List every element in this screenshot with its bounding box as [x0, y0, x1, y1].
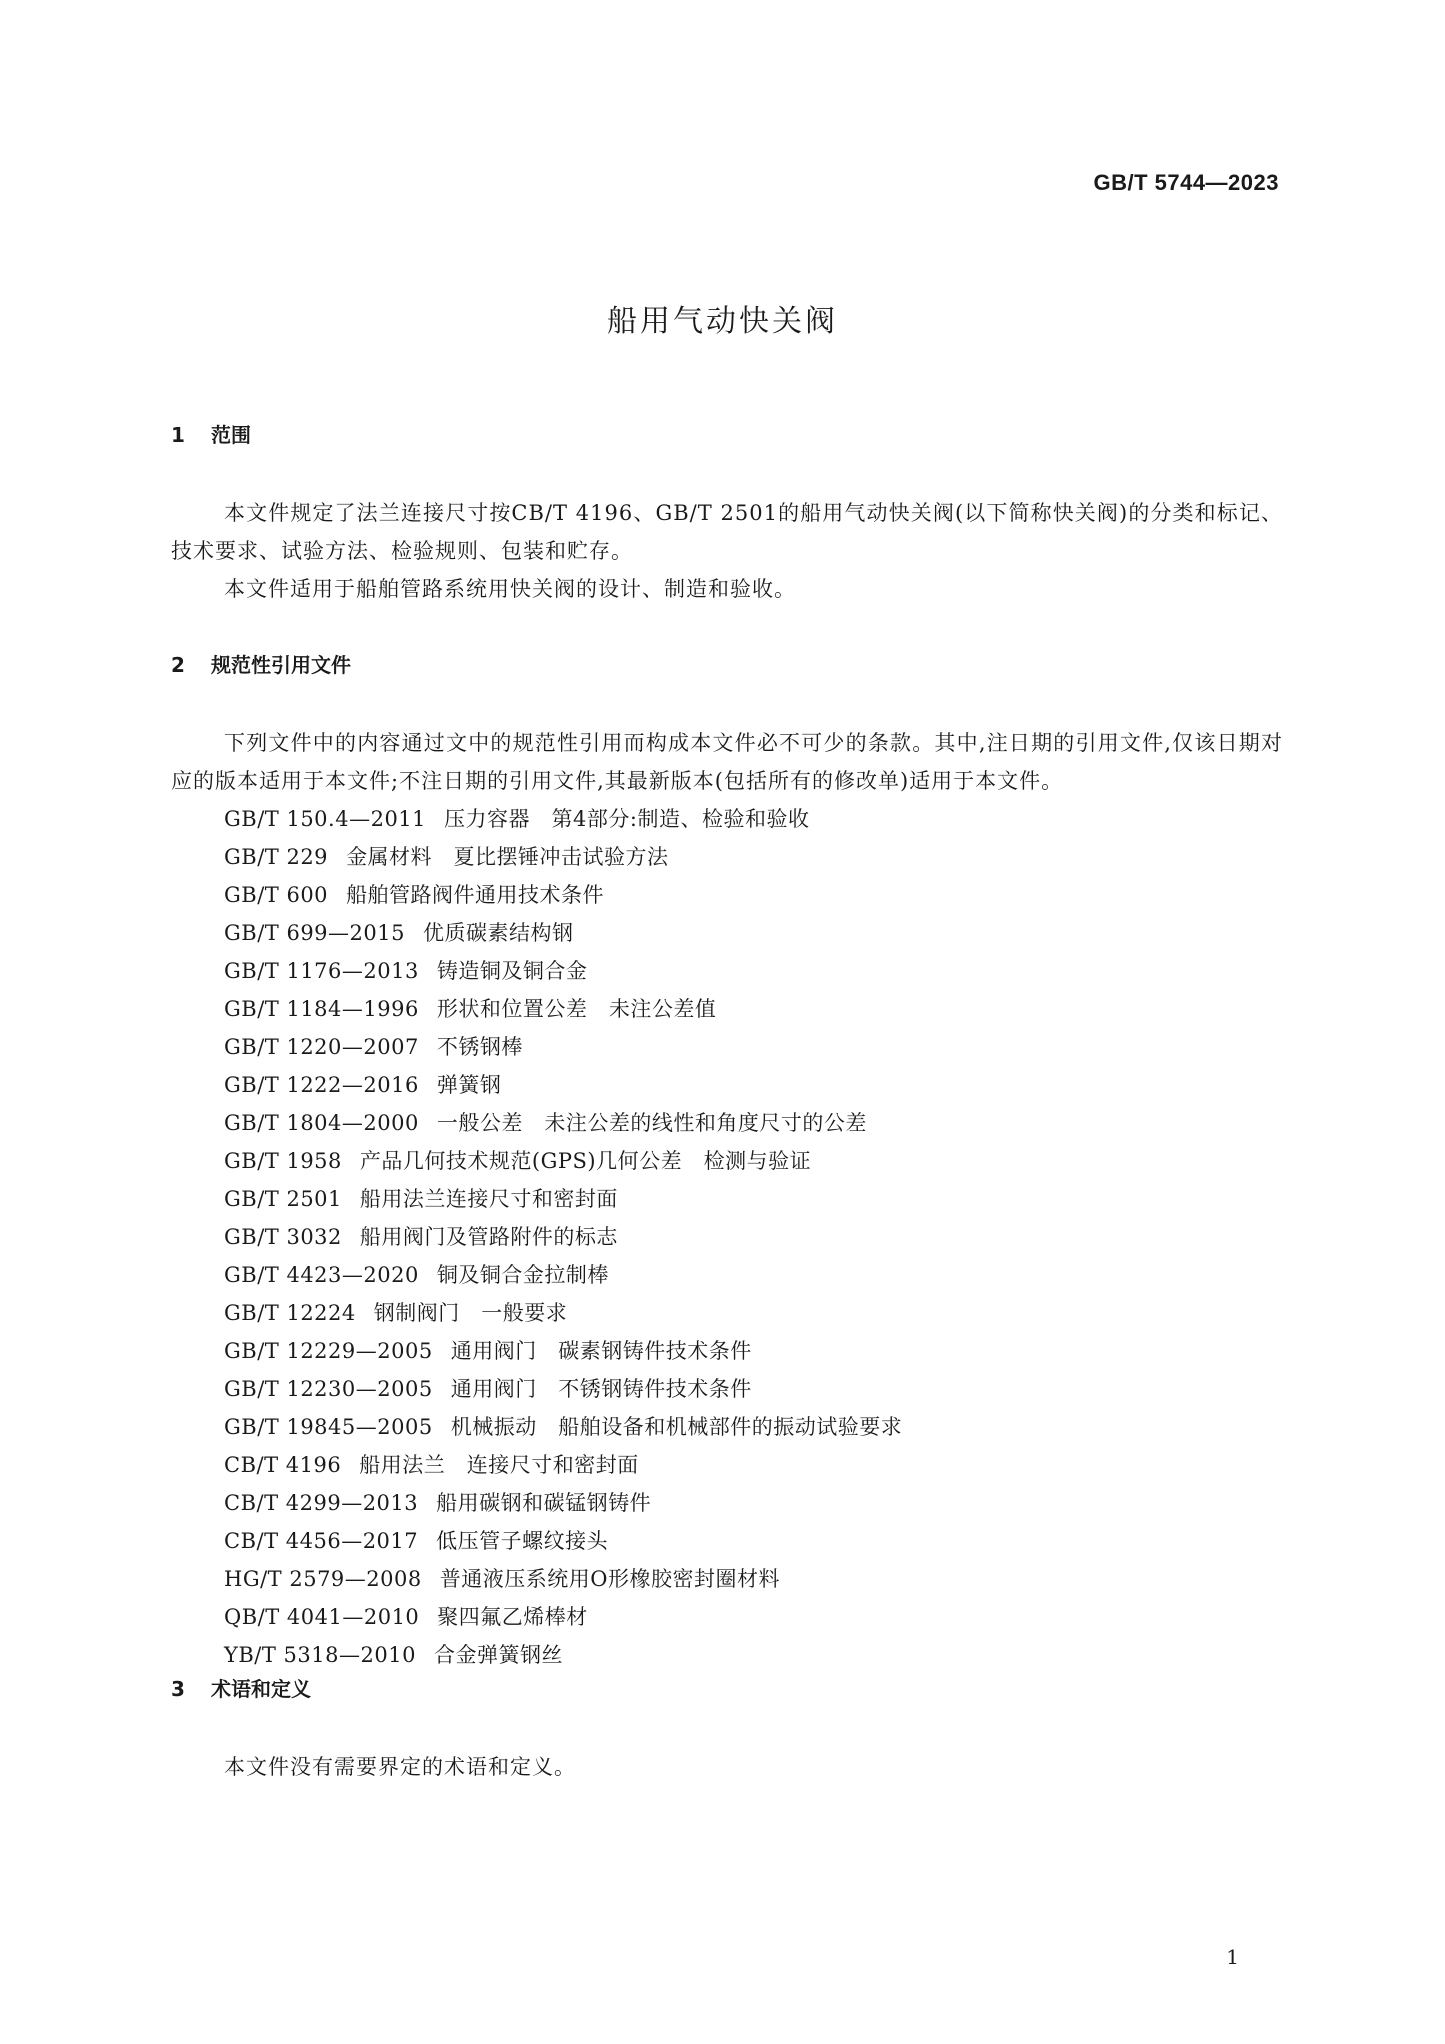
reference-item	[171, 1142, 1283, 1180]
reference-item	[171, 1370, 1283, 1408]
section-3-heading	[171, 1674, 1283, 1704]
reference-item	[171, 1636, 1283, 1674]
reference-code: GB/T 150.4—2011	[224, 807, 427, 831]
terms-paragraph: 本文件没有需要界定的术语和定义。	[224, 1755, 576, 1779]
reference-code: QB/T 4041—2010	[224, 1605, 420, 1629]
reference-title: 铜及铜合金拉制棒	[436, 1263, 609, 1287]
reference-item	[171, 1408, 1283, 1446]
reference-item	[171, 1066, 1283, 1104]
reference-title: 压力容器 第4部分:制造、检验和验收	[444, 807, 810, 831]
scope-paragraph: 本文件规定了法兰连接尺寸按CB/T 4196、GB/T 2501的船用气动快关阀(以下简称快关阀)的分类和标记、技术要求、试验方法、检验规则、包装和贮存。	[171, 501, 1283, 563]
reference-item	[171, 1484, 1283, 1522]
section-title: 术语和定义	[211, 1677, 311, 1701]
section-title: 规范性引用文件	[211, 653, 351, 677]
reference-title: 金属材料 夏比摆锤冲击试验方法	[346, 845, 669, 869]
reference-title: 低压管子螺纹接头	[436, 1529, 609, 1553]
reference-code: GB/T 2501	[224, 1187, 342, 1211]
reference-code: GB/T 229	[224, 845, 329, 869]
reference-item	[171, 990, 1283, 1028]
section-2-heading	[171, 650, 1283, 680]
document-code: GB/T 5744—2023	[1093, 170, 1279, 195]
reference-item	[171, 1256, 1283, 1294]
reference-item	[171, 952, 1283, 990]
reference-title: 机械振动 船舶设备和机械部件的振动试验要求	[450, 1415, 903, 1439]
reference-title: 形状和位置公差 未注公差值	[436, 997, 717, 1021]
reference-item	[171, 1028, 1283, 1066]
reference-code: GB/T 699—2015	[224, 921, 405, 945]
section-1-heading	[171, 420, 1283, 450]
reference-code: GB/T 1958	[224, 1149, 342, 1173]
reference-title: 船用阀门及管路附件的标志	[359, 1225, 618, 1249]
reference-title: 弹簧钢	[436, 1073, 502, 1097]
reference-title: 普通液压系统用O形橡胶密封圈材料	[439, 1567, 780, 1591]
reference-code: CB/T 4299—2013	[224, 1491, 419, 1515]
references-intro: 下列文件中的内容通过文中的规范性引用而构成本文件必不可少的条款。其中,注日期的引用文件,仅该日期对应的版本适用于本文件;不注日期的引用文件,其最新版本(包括所有的修改单)适用于本文件。	[171, 731, 1283, 793]
reference-item	[171, 1180, 1283, 1218]
reference-title: 产品几何技术规范(GPS)几何公差 检测与验证	[359, 1149, 812, 1173]
reference-item	[171, 1218, 1283, 1256]
reference-item	[171, 1332, 1283, 1370]
reference-title: 一般公差 未注公差的线性和角度尺寸的公差	[436, 1111, 867, 1135]
reference-list	[171, 800, 1283, 1674]
reference-code: YB/T 5318—2010	[224, 1643, 416, 1667]
reference-title: 优质碳素结构钢	[423, 921, 574, 945]
reference-item	[171, 876, 1283, 914]
reference-code: CB/T 4196	[224, 1453, 342, 1477]
reference-code: GB/T 3032	[224, 1225, 342, 1249]
reference-code: GB/T 4423—2020	[224, 1263, 419, 1287]
section-number: 3	[171, 1677, 185, 1701]
reference-item	[171, 1560, 1283, 1598]
reference-title: 船用法兰连接尺寸和密封面	[359, 1187, 618, 1211]
reference-code: GB/T 1804—2000	[224, 1111, 419, 1135]
section-title: 范围	[211, 423, 251, 447]
reference-title: 铸造铜及铜合金	[436, 959, 588, 983]
reference-title: 通用阀门 碳素钢铸件技术条件	[450, 1339, 752, 1363]
reference-code: GB/T 1220—2007	[224, 1035, 419, 1059]
reference-code: GB/T 1176—2013	[224, 959, 419, 983]
reference-title: 船舶管路阀件通用技术条件	[346, 883, 605, 907]
reference-title: 聚四氟乙烯棒材	[437, 1605, 588, 1629]
reference-code: GB/T 1184—1996	[224, 997, 419, 1021]
document-body	[171, 420, 1283, 1786]
reference-code: CB/T 4456—2017	[224, 1529, 419, 1553]
section-number: 2	[171, 653, 185, 677]
reference-title: 合金弹簧钢丝	[433, 1643, 563, 1667]
reference-item	[171, 1294, 1283, 1332]
reference-code: GB/T 600	[224, 883, 329, 907]
reference-item	[171, 800, 1283, 838]
document-title: 船用气动快关阀	[607, 304, 838, 339]
reference-item	[171, 914, 1283, 952]
reference-code: GB/T 1222—2016	[224, 1073, 419, 1097]
reference-code: GB/T 12229—2005	[224, 1339, 433, 1363]
reference-code: GB/T 19845—2005	[224, 1415, 433, 1439]
reference-title: 钢制阀门 一般要求	[373, 1301, 568, 1325]
reference-title: 船用法兰 连接尺寸和密封面	[359, 1453, 639, 1477]
section-number: 1	[171, 423, 185, 447]
reference-item	[171, 1446, 1283, 1484]
reference-item	[171, 1522, 1283, 1560]
page-number: 1	[1226, 1945, 1239, 1969]
reference-code: GB/T 12230—2005	[224, 1377, 433, 1401]
reference-item	[171, 838, 1283, 876]
reference-code: GB/T 12224	[224, 1301, 356, 1325]
reference-code: HG/T 2579—2008	[224, 1567, 422, 1591]
reference-item	[171, 1104, 1283, 1142]
reference-title: 船用碳钢和碳锰钢铸件	[436, 1491, 652, 1515]
reference-title: 不锈钢棒	[436, 1035, 523, 1059]
scope-paragraph: 本文件适用于船舶管路系统用快关阀的设计、制造和验收。	[224, 577, 796, 601]
reference-title: 通用阀门 不锈钢铸件技术条件	[450, 1377, 752, 1401]
reference-item	[171, 1598, 1283, 1636]
